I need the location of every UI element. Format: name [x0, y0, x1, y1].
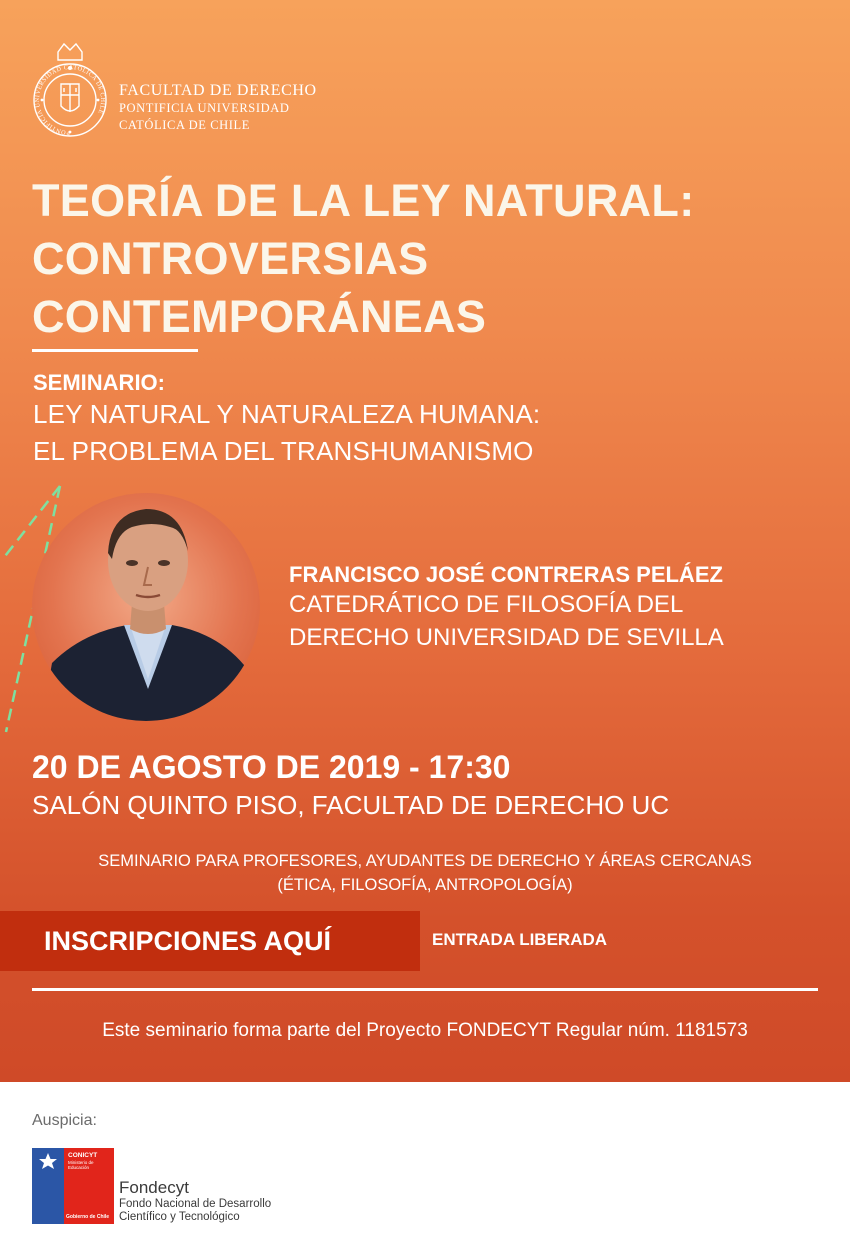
conicyt-sub-1: Ministerio de [68, 1160, 94, 1165]
title-line-3: CONTEMPORÁNEAS [32, 291, 487, 342]
faculty-block [119, 82, 317, 134]
speaker-role-line-2: DERECHO UNIVERSIDAD DE SEVILLA [289, 624, 724, 651]
event-venue: SALÓN QUINTO PISO, FACULTAD DE DERECHO UC [32, 790, 670, 820]
speaker-role-line-1: CATEDRÁTICO DE FILOSOFÍA DEL [289, 591, 684, 618]
footer-divider [32, 988, 818, 991]
gobierno-label: Gobierno de Chile [66, 1214, 110, 1220]
title-line-1: TEORÍA DE LA LEY NATURAL: [32, 175, 695, 226]
faculty-name: FACULTAD DE DERECHO [119, 82, 317, 99]
sponsor-label: Auspicia: [32, 1112, 97, 1129]
university-name-line1: PONTIFICIA UNIVERSIDAD [119, 101, 290, 115]
seminar-subtitle-line-2: EL PROBLEMA DEL TRANSHUMANISMO [33, 436, 534, 466]
title-line-2: CONTROVERSIAS [32, 233, 429, 284]
university-name-line2: CATÓLICA DE CHILE [119, 118, 251, 132]
fondecyt-name: Fondecyt [119, 1178, 189, 1197]
free-entry-label: ENTRADA LIBERADA [432, 930, 608, 949]
audience-note-line-1: SEMINARIO PARA PROFESORES, AYUDANTES DE DERECHO Y ÁREAS CERCANAS [98, 852, 752, 870]
speaker-photo [32, 493, 260, 721]
fondecyt-desc-1: Fondo Nacional de Desarrollo [119, 1198, 272, 1210]
project-note: Este seminario forma parte del Proyecto FONDECYT Regular núm. 1181573 [102, 1020, 748, 1041]
speaker-name: FRANCISCO JOSÉ CONTRERAS PELÁEZ [289, 562, 723, 587]
fondecyt-logo-text [119, 1178, 271, 1224]
speaker-portrait-illustration [32, 493, 260, 721]
fondecyt-desc-2: Científico y Tecnológico [119, 1211, 240, 1223]
seminar-subtitle-line-1: LEY NATURAL Y NATURALEZA HUMANA: [33, 399, 541, 429]
event-date-time: 20 DE AGOSTO DE 2019 - 17:30 [32, 749, 511, 785]
seminar-label: SEMINARIO: [33, 370, 165, 395]
conicyt-logo [32, 1148, 114, 1224]
register-button[interactable]: INSCRIPCIONES AQUÍ [0, 911, 420, 971]
conicyt-sub-2: Educación [68, 1165, 90, 1170]
crest-ring-text: PONTIFICIA UNIVERSIDAD CATOLICA DE CHILE [34, 63, 107, 137]
conicyt-name: CONICYT [68, 1152, 98, 1159]
audience-note-line-2: (ÉTICA, FILOSOFÍA, ANTROPOLOGÍA) [277, 876, 573, 894]
title-divider [32, 349, 198, 352]
university-crest-logo [30, 40, 110, 144]
event-title [32, 172, 812, 346]
